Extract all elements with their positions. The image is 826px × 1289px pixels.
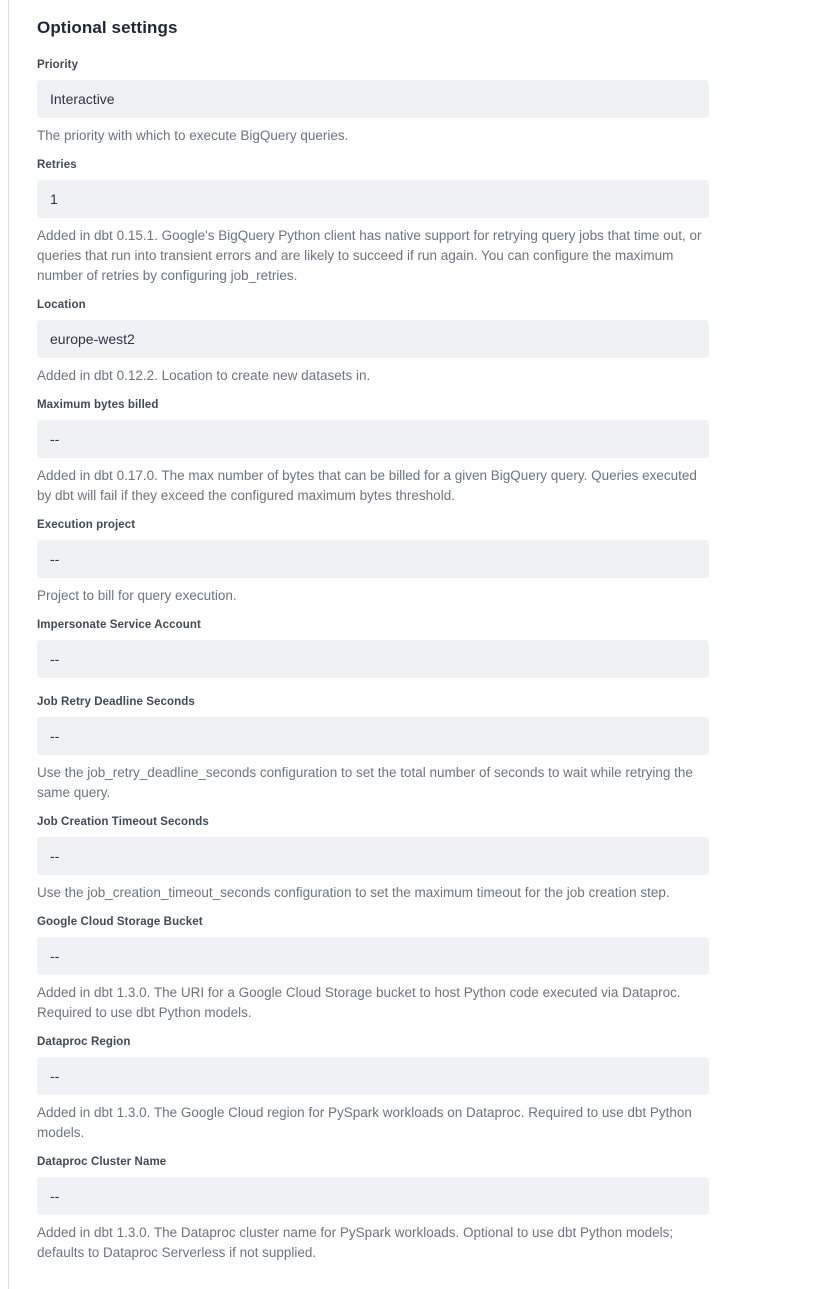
field-group xyxy=(37,618,709,678)
field-label: Retries xyxy=(37,159,77,171)
field-input[interactable] xyxy=(37,420,709,458)
field-help-text: Added in dbt 1.3.0. The URI for a Google Cloud Storage bucket to host Python code executed via Dataproc. Required to use dbt Python models. xyxy=(37,985,681,1020)
field-input[interactable] xyxy=(37,180,709,218)
field-help-text: Added in dbt 1.3.0. The Dataproc cluster name for PySpark workloads. Optional to use dbt Python models; defaults to Dataproc Serverless if not supplied. xyxy=(37,1225,674,1260)
page-title: Optional settings xyxy=(37,18,178,37)
field-group xyxy=(37,398,709,506)
field-help-text: Added in dbt 0.15.1. Google's BigQuery Python client has native support for retrying query jobs that time out, or queries that run into transient errors and are likely to succeed if run again. You can configure the maximum number of retries by configuring job_retries. xyxy=(37,228,702,283)
field-help-text: Added in dbt 1.3.0. The Google Cloud region for PySpark workloads on Dataproc. Required to use dbt Python models. xyxy=(37,1105,692,1140)
field-group xyxy=(37,158,709,286)
field-input[interactable] xyxy=(37,320,709,358)
field-group xyxy=(37,298,709,386)
field-group xyxy=(37,518,709,606)
field-input[interactable] xyxy=(37,540,709,578)
field-input[interactable] xyxy=(37,1057,709,1095)
field-label: Location xyxy=(37,299,86,311)
field-label: Google Cloud Storage Bucket xyxy=(37,916,203,928)
field-group xyxy=(37,58,709,146)
field-help-text: Use the job_creation_timeout_seconds configuration to set the maximum timeout for the job creation step. xyxy=(37,885,670,900)
left-divider xyxy=(8,0,9,1289)
field-help-text: The priority with which to execute BigQuery queries. xyxy=(37,128,349,143)
field-label: Impersonate Service Account xyxy=(37,619,201,631)
field-input[interactable] xyxy=(37,717,709,755)
field-input[interactable] xyxy=(37,1177,709,1215)
field-label: Maximum bytes billed xyxy=(37,399,159,411)
field-label: Priority xyxy=(37,59,79,71)
field-help-text: Project to bill for query execution. xyxy=(37,588,237,603)
field-label: Dataproc Region xyxy=(37,1036,131,1048)
field-group xyxy=(37,1155,709,1263)
field-input[interactable] xyxy=(37,937,709,975)
field-label: Dataproc Cluster Name xyxy=(37,1156,167,1168)
field-label: Job Retry Deadline Seconds xyxy=(37,696,195,708)
field-help-text: Use the job_retry_deadline_seconds configuration to set the total number of seconds to wait while retrying the same query. xyxy=(37,765,693,800)
settings-form xyxy=(37,58,709,1263)
field-input[interactable] xyxy=(37,837,709,875)
field-group xyxy=(37,695,709,803)
field-input[interactable] xyxy=(37,80,709,118)
field-help-text: Added in dbt 0.17.0. The max number of bytes that can be billed for a given BigQuery query. Queries executed by dbt will fail if they exceed the configured maximum bytes threshold. xyxy=(37,468,697,503)
field-group xyxy=(37,1035,709,1143)
field-help-text: Added in dbt 0.12.2. Location to create new datasets in. xyxy=(37,368,371,383)
field-label: Execution project xyxy=(37,519,136,531)
field-group xyxy=(37,915,709,1023)
field-group xyxy=(37,815,709,903)
field-label: Job Creation Timeout Seconds xyxy=(37,816,209,828)
field-input[interactable] xyxy=(37,640,709,678)
